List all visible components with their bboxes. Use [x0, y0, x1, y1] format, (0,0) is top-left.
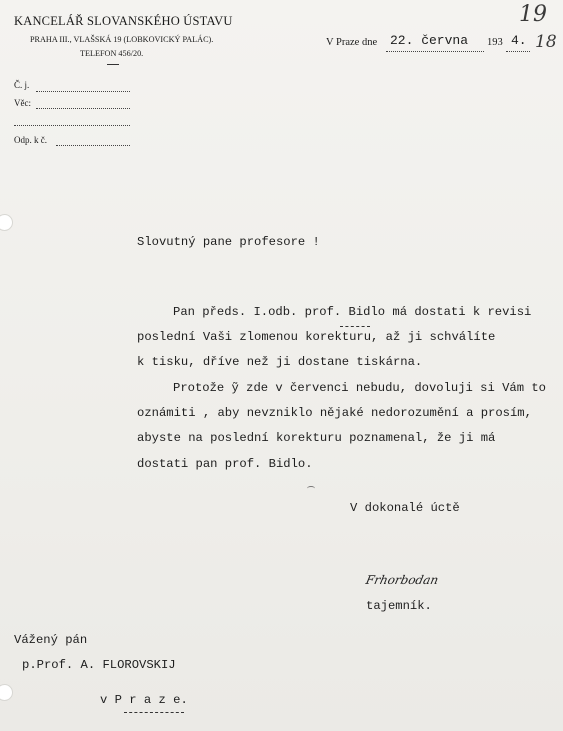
punch-hole-top [0, 214, 13, 231]
ref-cj-line [36, 91, 130, 92]
stray-mark [307, 486, 315, 491]
date-year-digit: 4. [511, 33, 527, 48]
ref-vec-line [36, 108, 130, 109]
body-line: abyste na poslední korekturu poznamenal, že ji má [137, 431, 496, 445]
letterhead-rule [107, 64, 119, 65]
annotation-page-number: 19 [519, 2, 547, 27]
date-year-line [506, 51, 530, 52]
salutation: Slovutný pane profesore ! [137, 235, 320, 249]
underline-city [124, 712, 184, 713]
body-line: dostati pan prof. Bidlo. [137, 457, 313, 471]
date-dotted-line [386, 51, 484, 52]
letterhead-phone: TELEFON 456/20. [80, 49, 144, 58]
date-day-month: 22. června [390, 33, 469, 48]
recipient-greeting: Vážený pán [14, 633, 88, 647]
ref-vec-label: Věc: [14, 98, 31, 108]
punch-hole-bottom [0, 684, 13, 701]
ref-extra-line [14, 125, 130, 126]
body-line: oznámiti , aby nevzniklo nějaké nedorozumění a prosím, [137, 406, 532, 420]
ref-odp-line [56, 145, 130, 146]
body-line: k tisku, dříve než ji dostane tiskárna. [137, 355, 423, 369]
signature-title: tajemník. [366, 599, 432, 613]
ref-odp-label: Odp. k č. [14, 135, 47, 145]
date-year-prefix: 193 [487, 37, 503, 48]
date-prefix: V Praze dne [326, 37, 378, 48]
closing: V dokonalé úctě [350, 501, 460, 515]
letterhead-name: KANCELÁŘ SLOVANSKÉHO ÚSTAVU [14, 14, 233, 28]
annotation-margin-number: 18 [535, 32, 557, 52]
body-line: Pan předs. I.odb. prof. Bidlo má dostati k revisi [173, 305, 532, 319]
recipient-city: v P r a z e. [100, 693, 188, 707]
underline-bidlo [340, 326, 370, 327]
recipient-name: p.Prof. A. FLOROVSKIJ [22, 658, 176, 672]
ref-cj-label: Č. j. [14, 80, 30, 90]
body-line: poslední Vaši zlomenou korekturu, až ji schválíte [137, 330, 496, 344]
signature: Frhorbodan [364, 573, 440, 587]
letterhead-address: PRAHA III., VLAŠSKÁ 19 (LOBKOVICKÝ PALÁC). [30, 35, 214, 44]
body-line: Protože ỹ zde v červenci nebudu, dovoluji si Vám to [173, 381, 546, 395]
